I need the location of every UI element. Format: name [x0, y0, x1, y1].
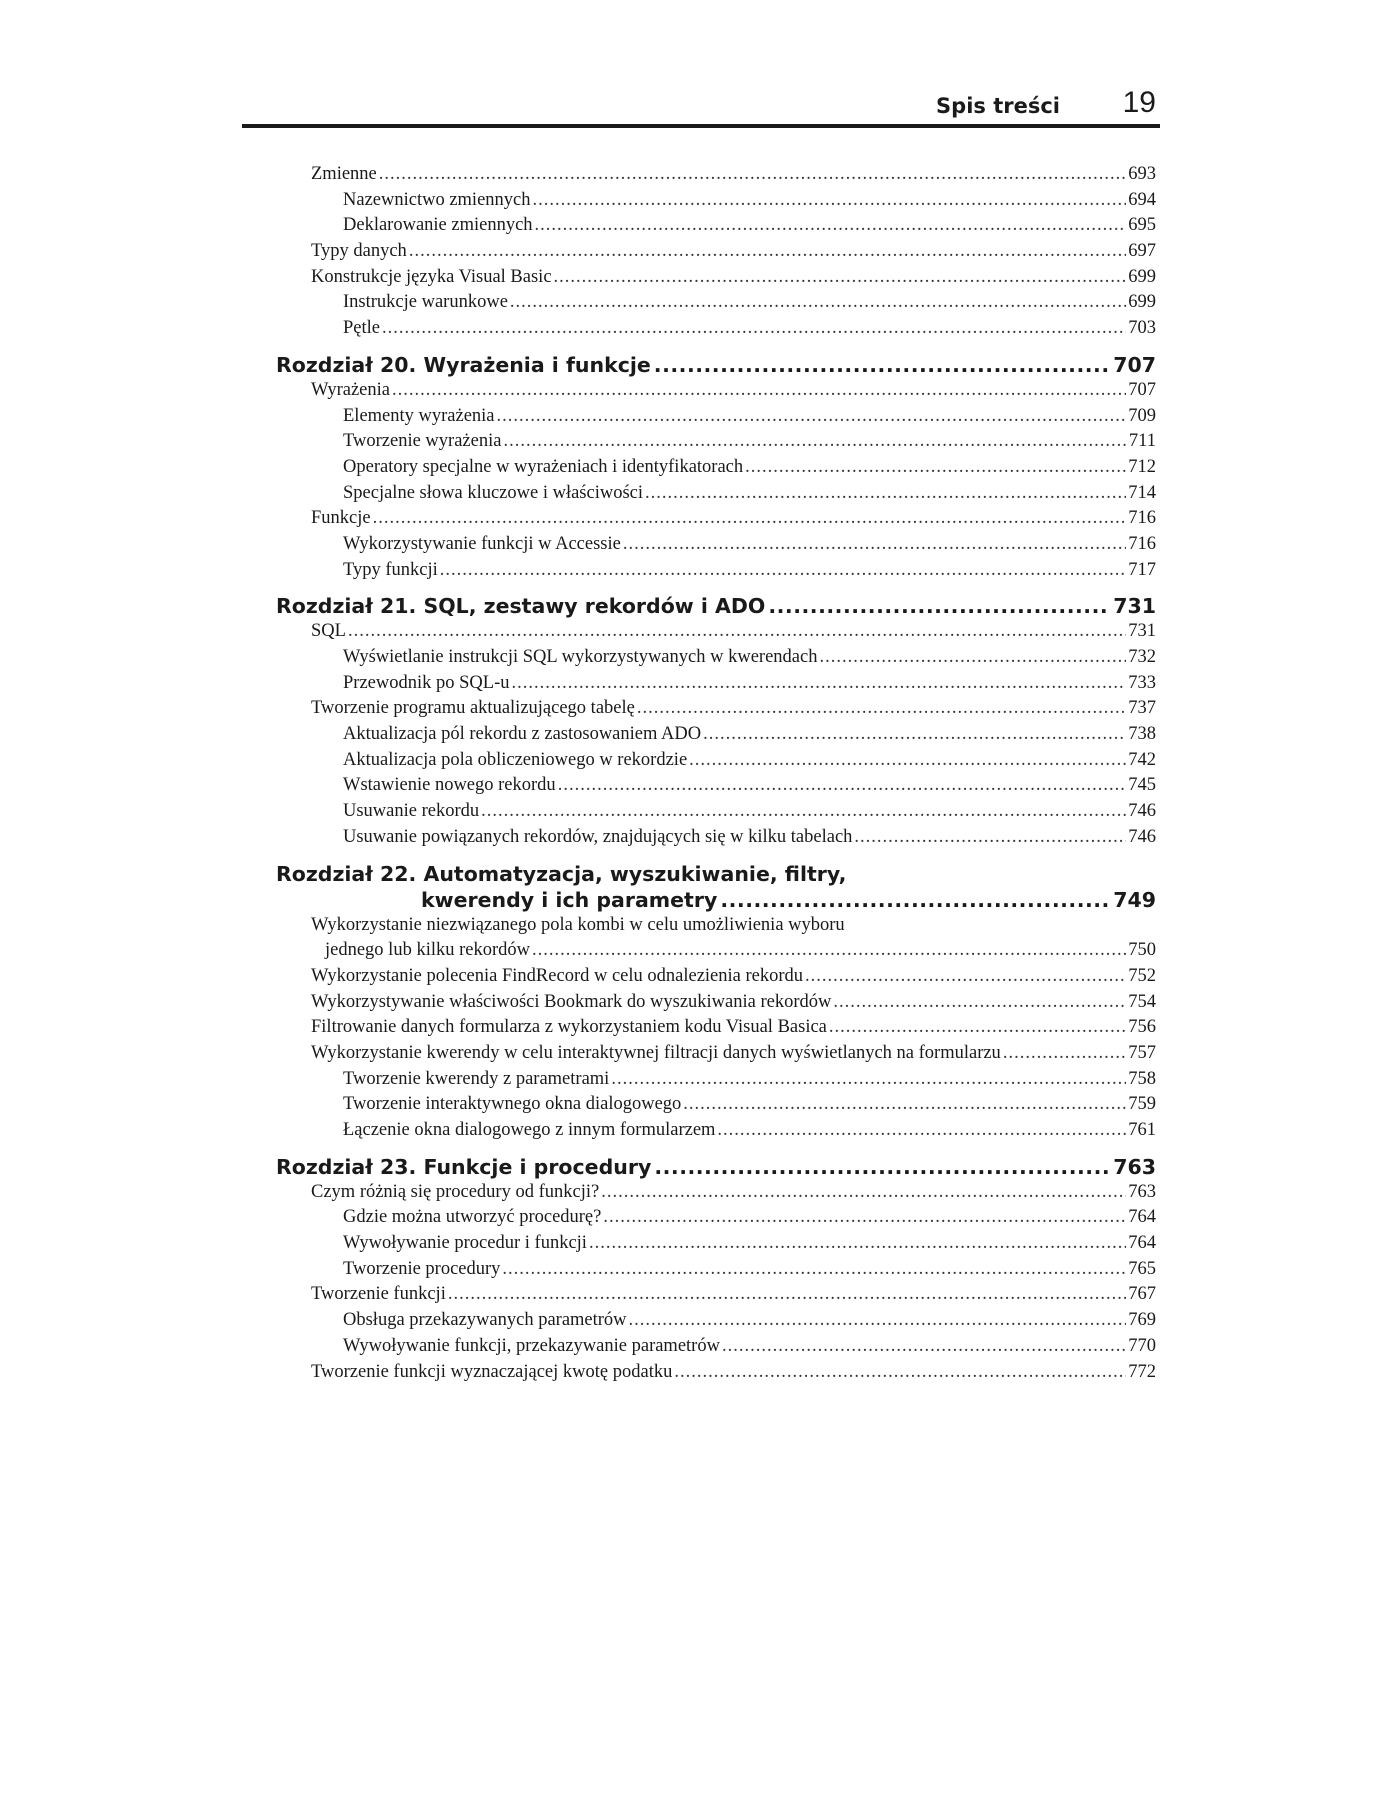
toc-entry[interactable] — [276, 696, 1156, 722]
dot-leader — [637, 696, 1126, 722]
toc-entry-continued[interactable] — [276, 938, 1156, 964]
entry-title: Tworzenie procedury — [343, 1258, 501, 1279]
entry-title: Pętle — [343, 318, 380, 339]
toc-entry[interactable] — [276, 748, 1156, 774]
entry-title: Specjalne słowa kluczowe i właściwości — [343, 482, 644, 503]
entry-title: Gdzie można utworzyć procedurę? — [343, 1207, 602, 1228]
chapter-page: 763 — [1113, 1154, 1156, 1179]
dot-leader — [558, 773, 1127, 799]
entry-title: Elementy wyrażenia — [343, 405, 495, 426]
chapter-heading[interactable] — [276, 1154, 1156, 1180]
dot-leader — [689, 748, 1126, 774]
entry-page: 716 — [1128, 533, 1156, 554]
chapter-title: Rozdział 20. Wyrażenia i funkcje — [276, 352, 651, 377]
entry-title: Wyświetlanie instrukcji SQL wykorzystywanych w kwerendach — [343, 647, 818, 667]
page-number: 19 — [1122, 86, 1156, 119]
entry-title: Tworzenie kwerendy z parametrami — [343, 1068, 610, 1089]
entry-title: Wykorzystywanie funkcji w Accessie — [343, 533, 621, 554]
running-title: Spis treści — [936, 94, 1060, 118]
dot-leader — [623, 532, 1126, 558]
entry-title: Wykorzystanie polecenia FindRecord w celu odnalezienia rekordu — [311, 965, 804, 986]
entry-title: Czym różnią się procedury od funkcji? — [311, 1181, 600, 1202]
entry-title-continued: jednego lub kilku rekordów — [325, 940, 530, 961]
entry-title: Wywoływanie funkcji, przekazywanie parametrów — [343, 1335, 720, 1356]
dot-leader — [703, 722, 1126, 748]
dot-leader — [532, 938, 1126, 964]
chapter-page: 707 — [1113, 352, 1156, 377]
entry-page: 707 — [1128, 379, 1156, 400]
toc-entry[interactable] — [276, 404, 1156, 430]
dot-leader — [511, 671, 1126, 697]
toc-entry[interactable] — [276, 1180, 1156, 1206]
entry-page: 716 — [1128, 508, 1156, 529]
dot-leader — [745, 455, 1126, 481]
dot-leader — [601, 1180, 1126, 1206]
toc-entry[interactable] — [276, 913, 1156, 939]
dot-leader — [510, 290, 1126, 316]
entry-page: 731 — [1128, 621, 1156, 642]
dot-leader — [768, 593, 1110, 619]
dot-leader — [722, 1334, 1126, 1360]
entry-page: 732 — [1128, 647, 1156, 667]
entry-page: 714 — [1128, 482, 1156, 503]
entry-title: Typy funkcji — [343, 559, 438, 580]
chapter-heading[interactable] — [276, 593, 1156, 619]
toc-entry[interactable] — [276, 188, 1156, 214]
chapter-heading[interactable] — [276, 352, 1156, 378]
dot-leader — [535, 213, 1127, 239]
toc-entry[interactable] — [276, 455, 1156, 481]
entry-page: 754 — [1128, 991, 1156, 1012]
entry-page: 764 — [1128, 1233, 1156, 1254]
toc-entry[interactable] — [276, 990, 1156, 1016]
entry-page: 752 — [1128, 965, 1156, 986]
entry-title: Usuwanie powiązanych rekordów, znajdujących się w kilku tabelach — [343, 826, 853, 847]
toc-entry[interactable] — [276, 532, 1156, 558]
chapter-title: Rozdział 23. Funkcje i procedury — [276, 1154, 652, 1179]
entry-page: 758 — [1128, 1068, 1156, 1089]
entry-title: Wykorzystanie niezwiązanego pola kombi w celu umożliwienia wyboru — [311, 914, 845, 935]
dot-leader — [611, 1067, 1126, 1093]
dot-leader — [654, 352, 1110, 378]
entry-title: Obsługa przekazywanych parametrów — [343, 1310, 627, 1331]
dot-leader — [805, 964, 1126, 990]
dot-leader — [481, 799, 1126, 825]
entry-title: Instrukcje warunkowe — [343, 292, 508, 313]
dot-leader — [382, 316, 1126, 342]
entry-page: 717 — [1128, 559, 1156, 580]
entry-page: 750 — [1128, 940, 1156, 961]
toc-entry[interactable] — [276, 1118, 1156, 1144]
entry-page: 709 — [1128, 405, 1156, 426]
entry-title: Przewodnik po SQL-u — [343, 672, 510, 693]
dot-leader — [854, 825, 1126, 851]
dot-leader — [554, 265, 1127, 291]
entry-title: Typy danych — [311, 241, 407, 262]
entry-page: 746 — [1128, 826, 1156, 847]
entry-title: Wywoływanie procedur i funkcji — [343, 1233, 587, 1254]
entry-title: Usuwanie rekordu — [343, 801, 480, 822]
dot-leader — [717, 1118, 1126, 1144]
toc-entry[interactable] — [276, 1282, 1156, 1308]
entry-page: 695 — [1128, 215, 1156, 236]
entry-page: 767 — [1128, 1284, 1156, 1305]
entry-page: 769 — [1128, 1310, 1156, 1331]
chapter-heading[interactable] — [276, 861, 1156, 913]
toc-entry[interactable] — [276, 506, 1156, 532]
toc-entry[interactable] — [276, 290, 1156, 316]
dot-leader — [629, 1308, 1127, 1334]
toc-entry[interactable] — [276, 619, 1156, 645]
entry-title: Tworzenie interaktywnego okna dialogowego — [343, 1094, 682, 1115]
toc-entry[interactable] — [276, 773, 1156, 799]
entry-page: 757 — [1128, 1042, 1156, 1063]
toc-entry[interactable] — [276, 239, 1156, 265]
entry-title: Tworzenie funkcji — [311, 1284, 446, 1305]
toc-entry[interactable] — [276, 481, 1156, 507]
dot-leader — [379, 162, 1126, 188]
entry-page: 745 — [1128, 775, 1156, 796]
dot-leader — [533, 188, 1127, 214]
toc-entry[interactable] — [276, 722, 1156, 748]
dot-leader — [497, 404, 1127, 430]
toc-entry[interactable] — [276, 799, 1156, 825]
dot-leader — [683, 1092, 1126, 1118]
entry-page: 772 — [1128, 1361, 1156, 1382]
toc-entry[interactable] — [276, 265, 1156, 291]
toc-entry[interactable] — [276, 429, 1156, 455]
dot-leader — [348, 619, 1126, 645]
dot-leader — [502, 1257, 1126, 1283]
entry-page: 694 — [1128, 189, 1156, 210]
toc-entry[interactable] — [276, 1334, 1156, 1360]
entry-title: Wyrażenia — [311, 379, 390, 400]
entry-title: Wykorzystywanie właściwości Bookmark do wyszukiwania rekordów — [311, 991, 832, 1012]
entry-title: Operatory specjalne w wyrażeniach i identyfikatorach — [343, 456, 744, 477]
entry-title: Filtrowanie danych formularza z wykorzystaniem kodu Visual Basica — [311, 1017, 827, 1038]
entry-title: Konstrukcje języka Visual Basic — [311, 266, 552, 287]
entry-page: 737 — [1128, 698, 1156, 719]
entry-title: Tworzenie wyrażenia — [343, 431, 502, 452]
dot-leader — [654, 1154, 1110, 1180]
entry-title: Deklarowanie zmiennych — [343, 215, 533, 236]
entry-page: 697 — [1128, 241, 1156, 262]
entry-page: 699 — [1128, 292, 1156, 313]
entry-title: SQL — [311, 621, 346, 642]
table-of-contents — [276, 162, 1156, 1385]
chapter-page: 731 — [1113, 594, 1156, 619]
dot-leader — [373, 506, 1127, 532]
dot-leader — [503, 429, 1126, 455]
dot-leader — [833, 990, 1126, 1016]
dot-leader — [392, 378, 1126, 404]
entry-page: 699 — [1128, 266, 1156, 287]
entry-page: 742 — [1128, 749, 1156, 770]
dot-leader — [720, 887, 1110, 913]
toc-entry[interactable] — [276, 1067, 1156, 1093]
toc-entry[interactable] — [276, 162, 1156, 188]
toc-entry[interactable] — [276, 378, 1156, 404]
toc-entry[interactable] — [276, 1360, 1156, 1386]
dot-leader — [448, 1282, 1126, 1308]
entry-title: Aktualizacja pola obliczeniowego w rekordzie — [343, 749, 688, 770]
dot-leader — [603, 1205, 1126, 1231]
entry-title: Tworzenie funkcji wyznaczającej kwotę podatku — [311, 1361, 673, 1382]
toc-entry[interactable] — [276, 645, 1156, 671]
entry-page: 761 — [1128, 1120, 1156, 1140]
entry-page: 756 — [1128, 1017, 1156, 1038]
toc-entry[interactable] — [276, 1308, 1156, 1334]
toc-entry[interactable] — [276, 1205, 1156, 1231]
chapter-title-continued: kwerendy i ich parametry — [421, 887, 718, 912]
entry-page: 738 — [1128, 724, 1156, 745]
dot-leader — [589, 1231, 1126, 1257]
toc-entry[interactable] — [276, 671, 1156, 697]
entry-title: Zmienne — [311, 164, 377, 184]
entry-title: Nazewnictwo zmiennych — [343, 189, 531, 210]
dot-leader — [674, 1360, 1126, 1386]
toc-entry[interactable] — [276, 316, 1156, 342]
entry-page: 746 — [1128, 801, 1156, 822]
dot-leader — [1003, 1041, 1126, 1067]
entry-title: Wstawienie nowego rekordu — [343, 775, 556, 796]
entry-page: 763 — [1128, 1181, 1156, 1202]
entry-page: 711 — [1128, 431, 1156, 452]
chapter-page: 749 — [1113, 887, 1156, 912]
toc-entry[interactable] — [276, 1092, 1156, 1118]
entry-page: 712 — [1128, 456, 1156, 477]
entry-title: Funkcje — [311, 508, 371, 529]
page-header — [242, 84, 1160, 128]
toc-entry[interactable] — [276, 1257, 1156, 1283]
toc-entry[interactable] — [276, 558, 1156, 584]
entry-title: Tworzenie programu aktualizującego tabelę — [311, 698, 635, 719]
entry-page: 733 — [1128, 672, 1156, 693]
dot-leader — [409, 239, 1126, 265]
entry-title: Wykorzystanie kwerendy w celu interaktywnej filtracji danych wyświetlanych na formularzu — [311, 1042, 1001, 1063]
toc-entry[interactable] — [276, 1231, 1156, 1257]
entry-page: 759 — [1128, 1094, 1156, 1115]
dot-leader — [829, 1015, 1126, 1041]
toc-entry[interactable] — [276, 1041, 1156, 1067]
chapter-title: Rozdział 21. SQL, zestawy rekordów i ADO — [276, 594, 766, 619]
dot-leader — [819, 645, 1126, 671]
entry-page: 693 — [1128, 164, 1156, 184]
entry-title: Aktualizacja pól rekordu z zastosowaniem ADO — [343, 724, 702, 745]
entry-title: Łączenie okna dialogowego z innym formularzem — [343, 1120, 716, 1140]
entry-page: 765 — [1128, 1258, 1156, 1279]
entry-page: 764 — [1128, 1207, 1156, 1228]
entry-page: 770 — [1128, 1335, 1156, 1356]
toc-entry[interactable] — [276, 1015, 1156, 1041]
toc-entry[interactable] — [276, 964, 1156, 990]
entry-page: 703 — [1128, 318, 1156, 339]
toc-entry[interactable] — [276, 213, 1156, 239]
chapter-title: Rozdział 22. Automatyzacja, wyszukiwanie, filtry, — [276, 861, 847, 886]
dot-leader — [440, 558, 1126, 584]
toc-entry[interactable] — [276, 825, 1156, 851]
dot-leader — [645, 481, 1126, 507]
